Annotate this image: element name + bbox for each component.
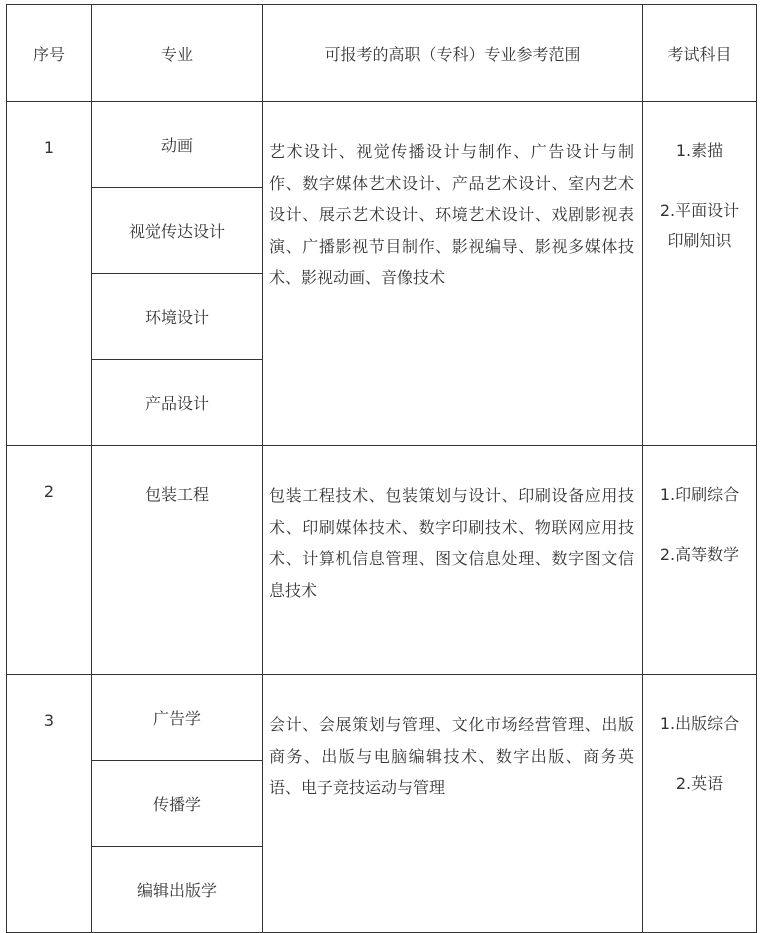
major-cell: 视觉传达设计 — [92, 188, 263, 274]
subject-item: 1.素描 — [675, 141, 724, 160]
range-cell: 艺术设计、视觉传播设计与制作、广告设计与制作、数字媒体艺术设计、产品艺术设计、室内艺术设计、展示艺术设计、环境艺术设计、戏剧影视表演、广播影视节目制作、影视编导、影视多媒体技术、影视动画、音像技术 — [263, 102, 643, 446]
header-range: 可报考的高职（专科）专业参考范围 — [263, 5, 643, 102]
row-index: 1 — [7, 102, 92, 446]
subject-item: 2.平面设计 — [659, 201, 740, 220]
major-cell: 传播学 — [92, 761, 263, 847]
range-cell: 会计、会展策划与管理、文化市场经营管理、出版商务、出版与电脑编辑技术、数字出版、商务英语、电子竞技运动与管理 — [263, 675, 643, 933]
header-major: 专业 — [92, 5, 263, 102]
major-cell: 编辑出版学 — [92, 847, 263, 933]
header-index: 序号 — [7, 5, 92, 102]
row-index: 2 — [7, 446, 92, 675]
major-cell: 产品设计 — [92, 360, 263, 446]
row-index: 3 — [7, 675, 92, 933]
subject-item: 印刷知识 — [667, 231, 732, 250]
major-cell: 包装工程 — [92, 446, 263, 675]
table-row — [7, 446, 757, 675]
subjects-cell — [643, 102, 757, 446]
subject-item: 2.高等数学 — [659, 545, 740, 564]
subjects-cell — [643, 446, 757, 675]
header-row — [7, 5, 757, 102]
subjects-cell — [643, 675, 757, 933]
range-cell: 包装工程技术、包装策划与设计、印刷设备应用技术、印刷媒体技术、数字印刷技术、物联网应用技术、计算机信息管理、图文信息处理、数字图文信息技术 — [263, 446, 643, 675]
table-row — [7, 675, 757, 761]
major-cell: 动画 — [92, 102, 263, 188]
major-cell: 广告学 — [92, 675, 263, 761]
major-cell: 环境设计 — [92, 274, 263, 360]
table-row — [7, 102, 757, 188]
header-subjects: 考试科目 — [643, 5, 757, 102]
subject-item: 2.英语 — [675, 774, 724, 793]
subject-item: 1.出版综合 — [659, 714, 740, 733]
majors-table — [6, 4, 757, 933]
subject-item: 1.印刷综合 — [659, 485, 740, 504]
